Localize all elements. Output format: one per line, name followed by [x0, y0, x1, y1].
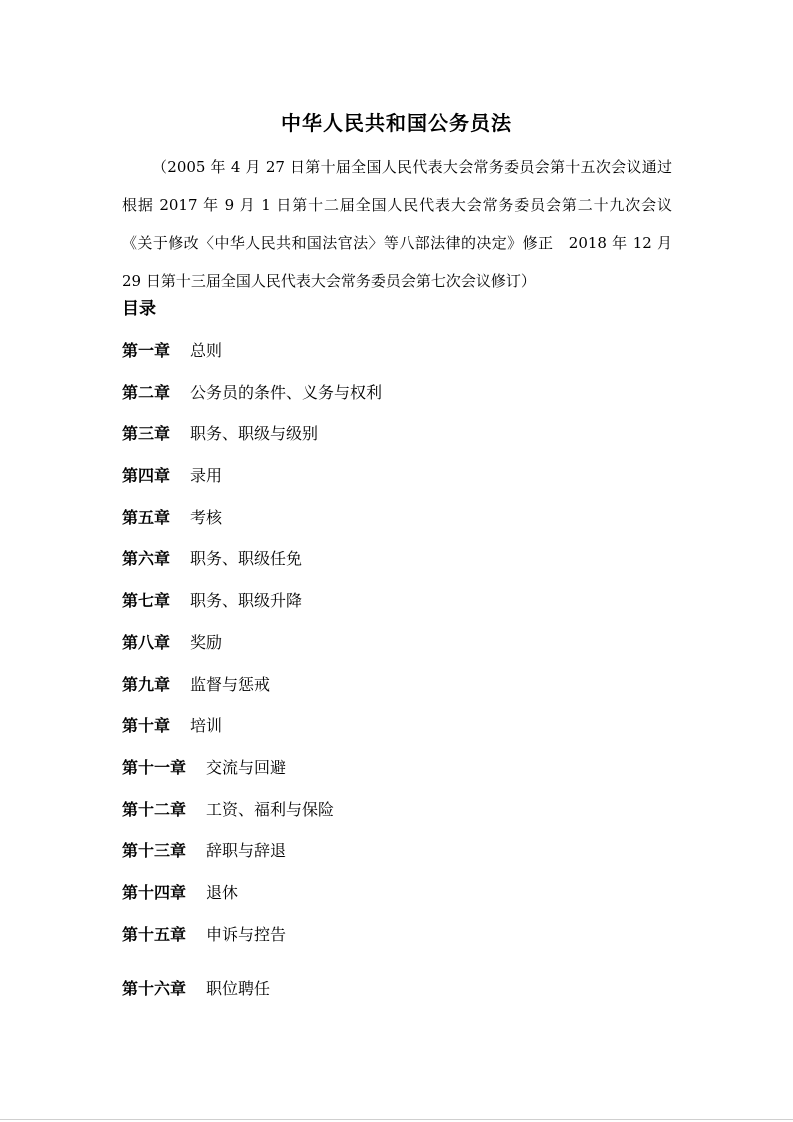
toc-item-chapter-5: [122, 503, 682, 545]
chapter-number: 第五章: [122, 507, 171, 527]
chapter-number: 第七章: [122, 591, 171, 611]
toc-item-chapter-14: [122, 878, 682, 920]
toc-item-chapter-8: [122, 628, 682, 670]
chapter-number: 第四章: [122, 466, 171, 486]
toc-item-chapter-3: [122, 419, 682, 461]
toc-item-chapter-1: [122, 336, 682, 378]
chapter-number: 第十三章: [122, 841, 187, 861]
chapter-title: 奖励: [190, 632, 223, 652]
chapter-title: 职务、职级与级别: [190, 424, 319, 444]
chapter-number: 第十四章: [122, 882, 187, 902]
chapter-title: 退休: [206, 882, 239, 902]
toc-item-chapter-12: [122, 795, 682, 837]
document-preamble: （2005 年 4 月 27 日第十届全国人民代表大会常务委员会第十五次会议通过 根据 2017 年 9 月 1 日第十二届全国人民代表大会常务委员会第二十九次会议《关于修改〈中华人民共和国法官法〉等八部法律的决定》修正 2018 年 12 月 29 日第十三届全国人民代表大会常务委员会第七次会议修订）: [122, 158, 688, 290]
toc-item-chapter-16: [122, 974, 682, 1016]
toc-item-chapter-10: [122, 711, 682, 753]
chapter-number: 第十二章: [122, 799, 187, 819]
toc-heading: 目录: [122, 299, 156, 319]
chapter-title: 考核: [190, 507, 223, 527]
chapter-number: 第八章: [122, 632, 171, 652]
chapter-title: 监督与惩戒: [190, 674, 271, 694]
toc-item-chapter-9: [122, 670, 682, 712]
toc-item-chapter-6: [122, 544, 682, 586]
chapter-number: 第三章: [122, 424, 171, 444]
toc-item-chapter-11: [122, 753, 682, 795]
chapter-title: 职务、职级任免: [190, 549, 303, 569]
toc-item-chapter-13: [122, 836, 682, 878]
toc-item-chapter-2: [122, 378, 682, 420]
chapter-title: 交流与回避: [206, 757, 287, 777]
chapter-number: 第十一章: [122, 757, 187, 777]
page-bottom-rule: [0, 1119, 793, 1120]
chapter-number: 第十六章: [122, 979, 187, 999]
document-title: 中华人民共和国公务员法: [281, 111, 512, 135]
chapter-title: 职务、职级升降: [190, 591, 303, 611]
chapter-title: 工资、福利与保险: [206, 799, 335, 819]
toc-item-chapter-4: [122, 461, 682, 503]
chapter-number: 第九章: [122, 674, 171, 694]
toc-item-chapter-7: [122, 586, 682, 628]
chapter-number: 第二章: [122, 382, 171, 402]
table-of-contents: [122, 336, 682, 1016]
chapter-title: 录用: [190, 466, 223, 486]
chapter-title: 培训: [190, 716, 223, 736]
chapter-number: 第十五章: [122, 924, 187, 944]
chapter-number: 第六章: [122, 549, 171, 569]
chapter-title: 公务员的条件、义务与权利: [190, 382, 383, 402]
chapter-title: 申诉与控告: [206, 924, 287, 944]
chapter-title: 职位聘任: [206, 979, 271, 999]
chapter-number: 第一章: [122, 341, 171, 360]
chapter-number: 第十章: [122, 716, 171, 736]
chapter-title: 辞职与辞退: [206, 841, 287, 861]
chapter-title: 总则: [190, 341, 223, 360]
toc-item-chapter-15: [122, 920, 682, 962]
